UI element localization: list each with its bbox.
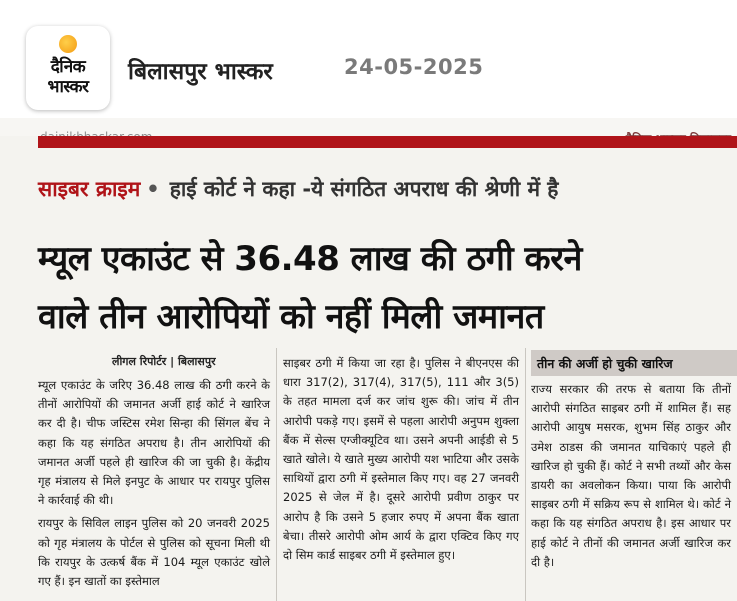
dainik-bhaskar-logo[interactable] (26, 26, 110, 110)
headline-line1: म्यूल एकाउंट से 36.48 लाख की ठगी करने (38, 239, 582, 279)
article-column-2 (283, 354, 519, 569)
byline: लीगल रिपोर्टर | बिलासपुर (112, 355, 216, 368)
headline-line2: वाले तीन आरोपियों को नहीं मिली जमानत (38, 297, 544, 337)
kicker-subhead: हाई कोर्ट ने कहा -ये संगठित अपराध की श्रेणी में है (169, 177, 559, 201)
app-header (0, 0, 737, 118)
kicker-dot: • (146, 177, 160, 201)
kicker (38, 175, 558, 203)
edition-date: 24-05-2025 (344, 55, 484, 79)
headline (38, 230, 737, 346)
paragraph: रायपुर के सिविल लाइन पुलिस को 20 जनवरी 2025 को गृह मंत्रालय के पोर्टल से पुलिस को सूचना मिली थी कि रायपुर के उत्कर्ष बैंक में 104 म्यूल एकाउंट खोले गए हैं। इन खातों का इस्तेमाल (38, 516, 270, 589)
edition-title[interactable]: बिलासपुर भास्कर (128, 59, 273, 85)
article-column-3 (531, 380, 731, 576)
article-column-1 (38, 376, 270, 595)
logo-text-line2: भास्कर (47, 77, 89, 97)
news-clipping (0, 118, 737, 601)
paragraph: म्यूल एकाउंट के जरिए 36.48 लाख की ठगी करने के तीनों आरोपियों की जमानत अर्जी हाई कोर्ट ने खारिज कर दी है। चीफ जस्टिस रमेश सिन्हा की सिंगल बेंच ने कहा कि यह संगठित अपराध है। तीन आरोपियों की जमानत अर्जी पहले ही खारिज की जा चुकी है। केंद्रीय गृह मंत्रालय से मिले इनपुट के आधार पर रायपुर पुलिस ने कार्रवाई की थी। (38, 378, 270, 508)
sidebar-box-heading (531, 350, 737, 376)
sidebar-box-title: तीन की अर्जी हो चुकी खारिज (537, 356, 673, 371)
paragraph: राज्य सरकार की तरफ से बताया कि तीनों आरोपी संगठित साइबर ठगी में शामिल हैं। सह आरोपी आयुष मसरक, शुभम सिंह ठाकुर और उमेश ठाडस की जमानत याचिकाएं पहले ही खारिज हो चुकी हैं। कोर्ट ने सभी तथ्यों और केस डायरी का अवलोकन किया। पाया कि आरोपी साइबर ठगी में सक्रिय रूप से शामिल थे। कोर्ट ने कहा कि यह संगठित अपराध है। इस आधार पर हाई कोर्ट ने तीनों की जमानत अर्जी खारिज कर दी है। (531, 382, 731, 569)
sun-icon (59, 35, 77, 53)
red-rule (38, 136, 737, 148)
column-divider (276, 348, 277, 601)
logo-text-line1: दैनिक (50, 57, 86, 77)
kicker-category: साइबर क्राइम (38, 177, 141, 201)
column-divider (525, 348, 526, 601)
paragraph: साइबर ठगी में किया जा रहा है। पुलिस ने बीएनएस की धारा 317(2), 317(4), 317(5), 111 और 3(5) के तहत मामला दर्ज कर जांच शुरू की। जांच में तीन आरोपी पकड़े गए। इसमें से पहला आरोपी अनुपम शुक्ला बैंक में सेल्स एग्जीक्यूटिव था। उसने अपनी आईडी से 5 खाते खोले। ये खाते मुख्य आरोपी यश भाटिया और उसके साथियों द्वारा ठगी में इस्तेमाल किए गए। वह 27 जनवरी 2025 से जेल में है। दूसरे आरोपी प्रवीण ठाकुर पर आरोप है कि उसने 5 हजार रुपए में अपना बैंक खाता बेचा। तीसरे आरोपी ओम आर्य के द्वारा एक्टिव किए गए दो सिम कार्ड साइबर ठगी में इस्तेमाल हुए। (283, 356, 519, 563)
